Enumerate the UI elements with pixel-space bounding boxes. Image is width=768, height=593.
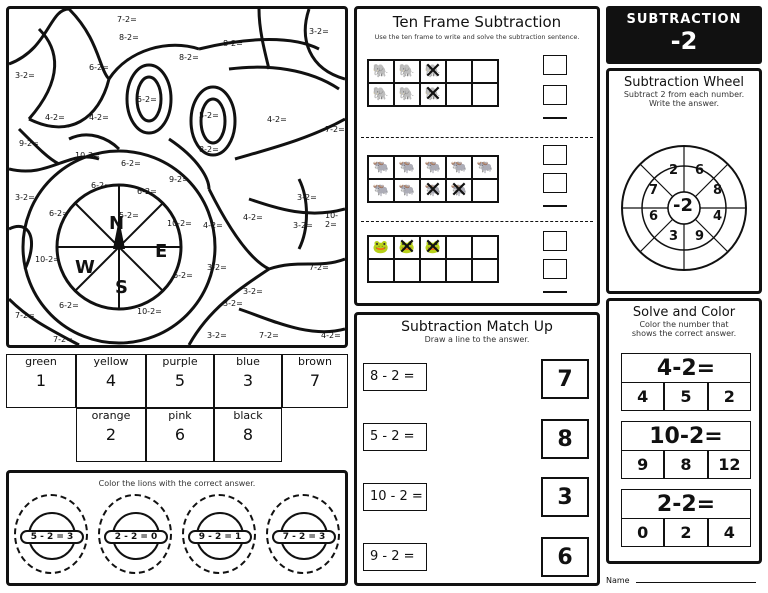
compass-n-label: N bbox=[109, 213, 125, 234]
match-instruction: Draw a line to the answer. bbox=[424, 335, 530, 344]
frame-cell bbox=[446, 60, 472, 83]
solve-answer[interactable]: 5 bbox=[664, 383, 707, 411]
picture-equation: 6-2= bbox=[137, 187, 157, 196]
picture-equation: 4-2= bbox=[321, 331, 341, 340]
solve-equation: 4-2= bbox=[621, 353, 751, 383]
match-left-item[interactable]: 9 - 2 = bbox=[363, 543, 427, 571]
picture-equation: 7-2= bbox=[309, 263, 329, 272]
lions-panel bbox=[6, 470, 348, 586]
divider bbox=[361, 221, 593, 222]
frame-cell-crossed: 🐘 ✕ bbox=[420, 60, 446, 83]
wheel-number: 3 bbox=[669, 229, 679, 244]
ten-frame-3 bbox=[367, 235, 499, 283]
match-left-item[interactable]: 8 - 2 = bbox=[363, 363, 427, 391]
picture-equation: 6-2= bbox=[89, 63, 109, 72]
picture-equation: 4-2= bbox=[203, 221, 223, 230]
match-left-item[interactable]: 5 - 2 = bbox=[363, 423, 427, 451]
picture-equation: 3-2= bbox=[243, 287, 263, 296]
frame-cell: 🐃 bbox=[368, 179, 394, 202]
answer-line bbox=[543, 291, 567, 293]
picture-equation: 7-2= bbox=[15, 311, 35, 320]
lion-equation: 7 - 2 = 3 bbox=[272, 530, 336, 544]
frame-cell-crossed: 🐃 ✕ bbox=[446, 179, 472, 202]
picture-equation: 8-2= bbox=[179, 53, 199, 62]
answer-box[interactable] bbox=[543, 259, 567, 279]
lion[interactable] bbox=[266, 494, 340, 574]
key-cell: orange 2 bbox=[76, 408, 146, 462]
answer-box[interactable] bbox=[543, 173, 567, 193]
frame-cell bbox=[446, 83, 472, 106]
solve-equation: 2-2= bbox=[621, 489, 751, 519]
picture-equation: 5-2= bbox=[119, 211, 139, 220]
ten-frame-panel bbox=[354, 6, 600, 306]
key-cell: blue 3 bbox=[214, 354, 282, 408]
key-cell: brown 7 bbox=[282, 354, 348, 408]
picture-equation: 10-2= bbox=[137, 307, 162, 316]
solve-instruction-1: Color the number that bbox=[639, 320, 729, 329]
match-right-item[interactable]: 3 bbox=[541, 477, 589, 517]
wheel-number: 7 bbox=[649, 183, 659, 198]
header-banner bbox=[606, 6, 762, 64]
picture-equation: 8-2= bbox=[199, 145, 219, 154]
header-line2: -2 bbox=[670, 27, 698, 55]
picture-equation: 10-2= bbox=[35, 255, 60, 264]
solve-equation: 10-2= bbox=[621, 421, 751, 451]
match-left-item[interactable]: 10 - 2 = bbox=[363, 483, 427, 511]
color-key bbox=[6, 354, 348, 464]
picture-equation: 7-2= bbox=[117, 15, 137, 24]
picture-equation: 9-2= bbox=[169, 175, 189, 184]
solve-row bbox=[621, 421, 751, 479]
picture-equation: 4-2= bbox=[267, 115, 287, 124]
key-cell: yellow 4 bbox=[76, 354, 146, 408]
solve-answer[interactable]: 9 bbox=[621, 451, 664, 479]
frame-cell-crossed: 🐃 ✕ bbox=[420, 179, 446, 202]
divider bbox=[361, 137, 593, 138]
wheel-number: 6 bbox=[649, 209, 659, 224]
picture-equation: 10-2= bbox=[325, 211, 339, 229]
frame-cell: 🐘 bbox=[368, 60, 394, 83]
picture-equation: 8-2= bbox=[223, 39, 243, 48]
picture-equation: 9-2= bbox=[19, 139, 39, 148]
frame-cell bbox=[472, 83, 498, 106]
picture-equation: 3-2= bbox=[15, 71, 35, 80]
frame-cell: 🐘 bbox=[394, 60, 420, 83]
ten-frame-instruction: Use the ten frame to write and solve the subtraction sentence. bbox=[374, 33, 580, 41]
frame-cell bbox=[368, 259, 394, 282]
header-line1: SUBTRACTION bbox=[626, 12, 742, 27]
solve-row bbox=[621, 353, 751, 411]
frame-cell bbox=[446, 236, 472, 259]
ten-frame-1 bbox=[367, 59, 499, 107]
wheel-number: 9 bbox=[695, 229, 705, 244]
frame-cell: 🐃 bbox=[420, 156, 446, 179]
lion-equation: 9 - 2 = 1 bbox=[188, 530, 252, 544]
answer-box[interactable] bbox=[543, 145, 567, 165]
lion[interactable] bbox=[98, 494, 172, 574]
name-underline bbox=[636, 582, 756, 583]
match-right-item[interactable]: 7 bbox=[541, 359, 589, 399]
picture-equation: 4-2= bbox=[89, 113, 109, 122]
solve-answer[interactable]: 12 bbox=[708, 451, 751, 479]
picture-equation: 5-2= bbox=[199, 111, 219, 120]
frame-cell: 🐸 bbox=[368, 236, 394, 259]
frame-cell bbox=[446, 259, 472, 282]
frame-cell: 🐃 bbox=[446, 156, 472, 179]
picture-equation: 10-2= bbox=[75, 151, 100, 160]
wheel-number: 6 bbox=[695, 163, 705, 178]
wheel-number: 4 bbox=[713, 209, 723, 224]
key-cell: black 8 bbox=[214, 408, 282, 462]
solve-panel bbox=[606, 298, 762, 564]
wheel-number: 2 bbox=[669, 163, 679, 178]
frame-cell bbox=[472, 179, 498, 202]
key-cell: pink 6 bbox=[146, 408, 214, 462]
key-cell: green 1 bbox=[6, 354, 76, 408]
name-label: Name bbox=[606, 576, 630, 585]
frame-cell bbox=[420, 259, 446, 282]
picture-equation: 10-2= bbox=[167, 219, 192, 228]
lion-equation: 5 - 2 = 3 bbox=[20, 530, 84, 544]
frame-cell: 🐃 bbox=[394, 156, 420, 179]
frame-cell: 🐘 bbox=[394, 83, 420, 106]
answer-box[interactable] bbox=[543, 85, 567, 105]
picture-equation: 3-2= bbox=[223, 299, 243, 308]
frame-cell bbox=[472, 236, 498, 259]
frame-cell: 🐃 bbox=[368, 156, 394, 179]
frame-cell bbox=[472, 60, 498, 83]
picture-equation: 6-2= bbox=[91, 181, 111, 190]
picture-equation: 3-2= bbox=[207, 263, 227, 272]
wheel-number: 8 bbox=[713, 183, 723, 198]
picture-equation: 5-2= bbox=[137, 95, 157, 104]
lions-instruction: Color the lions with the correct answer. bbox=[98, 479, 256, 488]
wheel-instruction-2: Write the answer. bbox=[648, 99, 720, 108]
picture-equation: 4-2= bbox=[45, 113, 65, 122]
picture-equation: 7-2= bbox=[325, 125, 345, 134]
solve-answer[interactable]: 2 bbox=[708, 383, 751, 411]
picture-equation: 6-2= bbox=[121, 159, 141, 168]
frame-cell-crossed: 🐸 ✕ bbox=[394, 236, 420, 259]
frame-cell-crossed: 🐘 ✕ bbox=[420, 83, 446, 106]
picture-equation: 3-2= bbox=[293, 221, 313, 230]
compass-s-label: S bbox=[115, 277, 128, 298]
wheel-panel bbox=[606, 68, 762, 294]
frame-cell bbox=[394, 259, 420, 282]
compass-w-label: W bbox=[75, 257, 95, 278]
frame-cell: 🐃 bbox=[472, 156, 498, 179]
solve-instruction-2: shows the correct answer. bbox=[631, 329, 737, 338]
solve-answer[interactable]: 4 bbox=[621, 383, 664, 411]
solve-row bbox=[621, 489, 751, 547]
answer-line bbox=[543, 117, 567, 119]
match-panel bbox=[354, 312, 600, 586]
picture-equation: 6-2= bbox=[59, 301, 79, 310]
picture-equation: 7-2= bbox=[53, 335, 73, 344]
compass-e-label: E bbox=[155, 241, 168, 262]
name-line[interactable] bbox=[606, 576, 762, 585]
color-by-number-picture bbox=[6, 6, 348, 348]
key-cell: purple 5 bbox=[146, 354, 214, 408]
frame-cell bbox=[472, 259, 498, 282]
wheel-center: -2 bbox=[673, 195, 693, 216]
match-right-item[interactable]: 6 bbox=[541, 537, 589, 577]
picture-equation: 8-2= bbox=[119, 33, 139, 42]
picture-equation: 3-2= bbox=[15, 193, 35, 202]
wheel-title: Subtraction Wheel bbox=[623, 75, 745, 90]
picture-equation: 6-2= bbox=[49, 209, 69, 218]
lion[interactable] bbox=[14, 494, 88, 574]
picture-equation: 6-2= bbox=[173, 271, 193, 280]
picture-equation: 3-2= bbox=[207, 331, 227, 340]
answer-box[interactable] bbox=[543, 55, 567, 75]
picture-equation: 3-2= bbox=[309, 27, 329, 36]
frame-cell-crossed: 🐸 ✕ bbox=[420, 236, 446, 259]
wheel-instruction-1: Subtract 2 from each number. bbox=[623, 90, 745, 99]
answer-line bbox=[543, 205, 567, 207]
picture-equation: 7-2= bbox=[259, 331, 279, 340]
solve-answer[interactable]: 8 bbox=[664, 451, 707, 479]
solve-answer[interactable]: 4 bbox=[708, 519, 751, 547]
frame-cell: 🐘 bbox=[368, 83, 394, 106]
frame-cell: 🐃 bbox=[394, 179, 420, 202]
solve-answer[interactable]: 0 bbox=[621, 519, 664, 547]
solve-answer[interactable]: 2 bbox=[664, 519, 707, 547]
solve-title: Solve and Color bbox=[632, 305, 736, 320]
ten-frame-title: Ten Frame Subtraction bbox=[392, 13, 562, 31]
lion[interactable] bbox=[182, 494, 256, 574]
lion-equation: 2 - 2 = 0 bbox=[104, 530, 168, 544]
answer-box[interactable] bbox=[543, 231, 567, 251]
ten-frame-2 bbox=[367, 155, 499, 203]
match-title: Subtraction Match Up bbox=[401, 319, 553, 335]
picture-equation: 3-2= bbox=[297, 193, 317, 202]
match-right-item[interactable]: 8 bbox=[541, 419, 589, 459]
picture-equation: 4-2= bbox=[243, 213, 263, 222]
